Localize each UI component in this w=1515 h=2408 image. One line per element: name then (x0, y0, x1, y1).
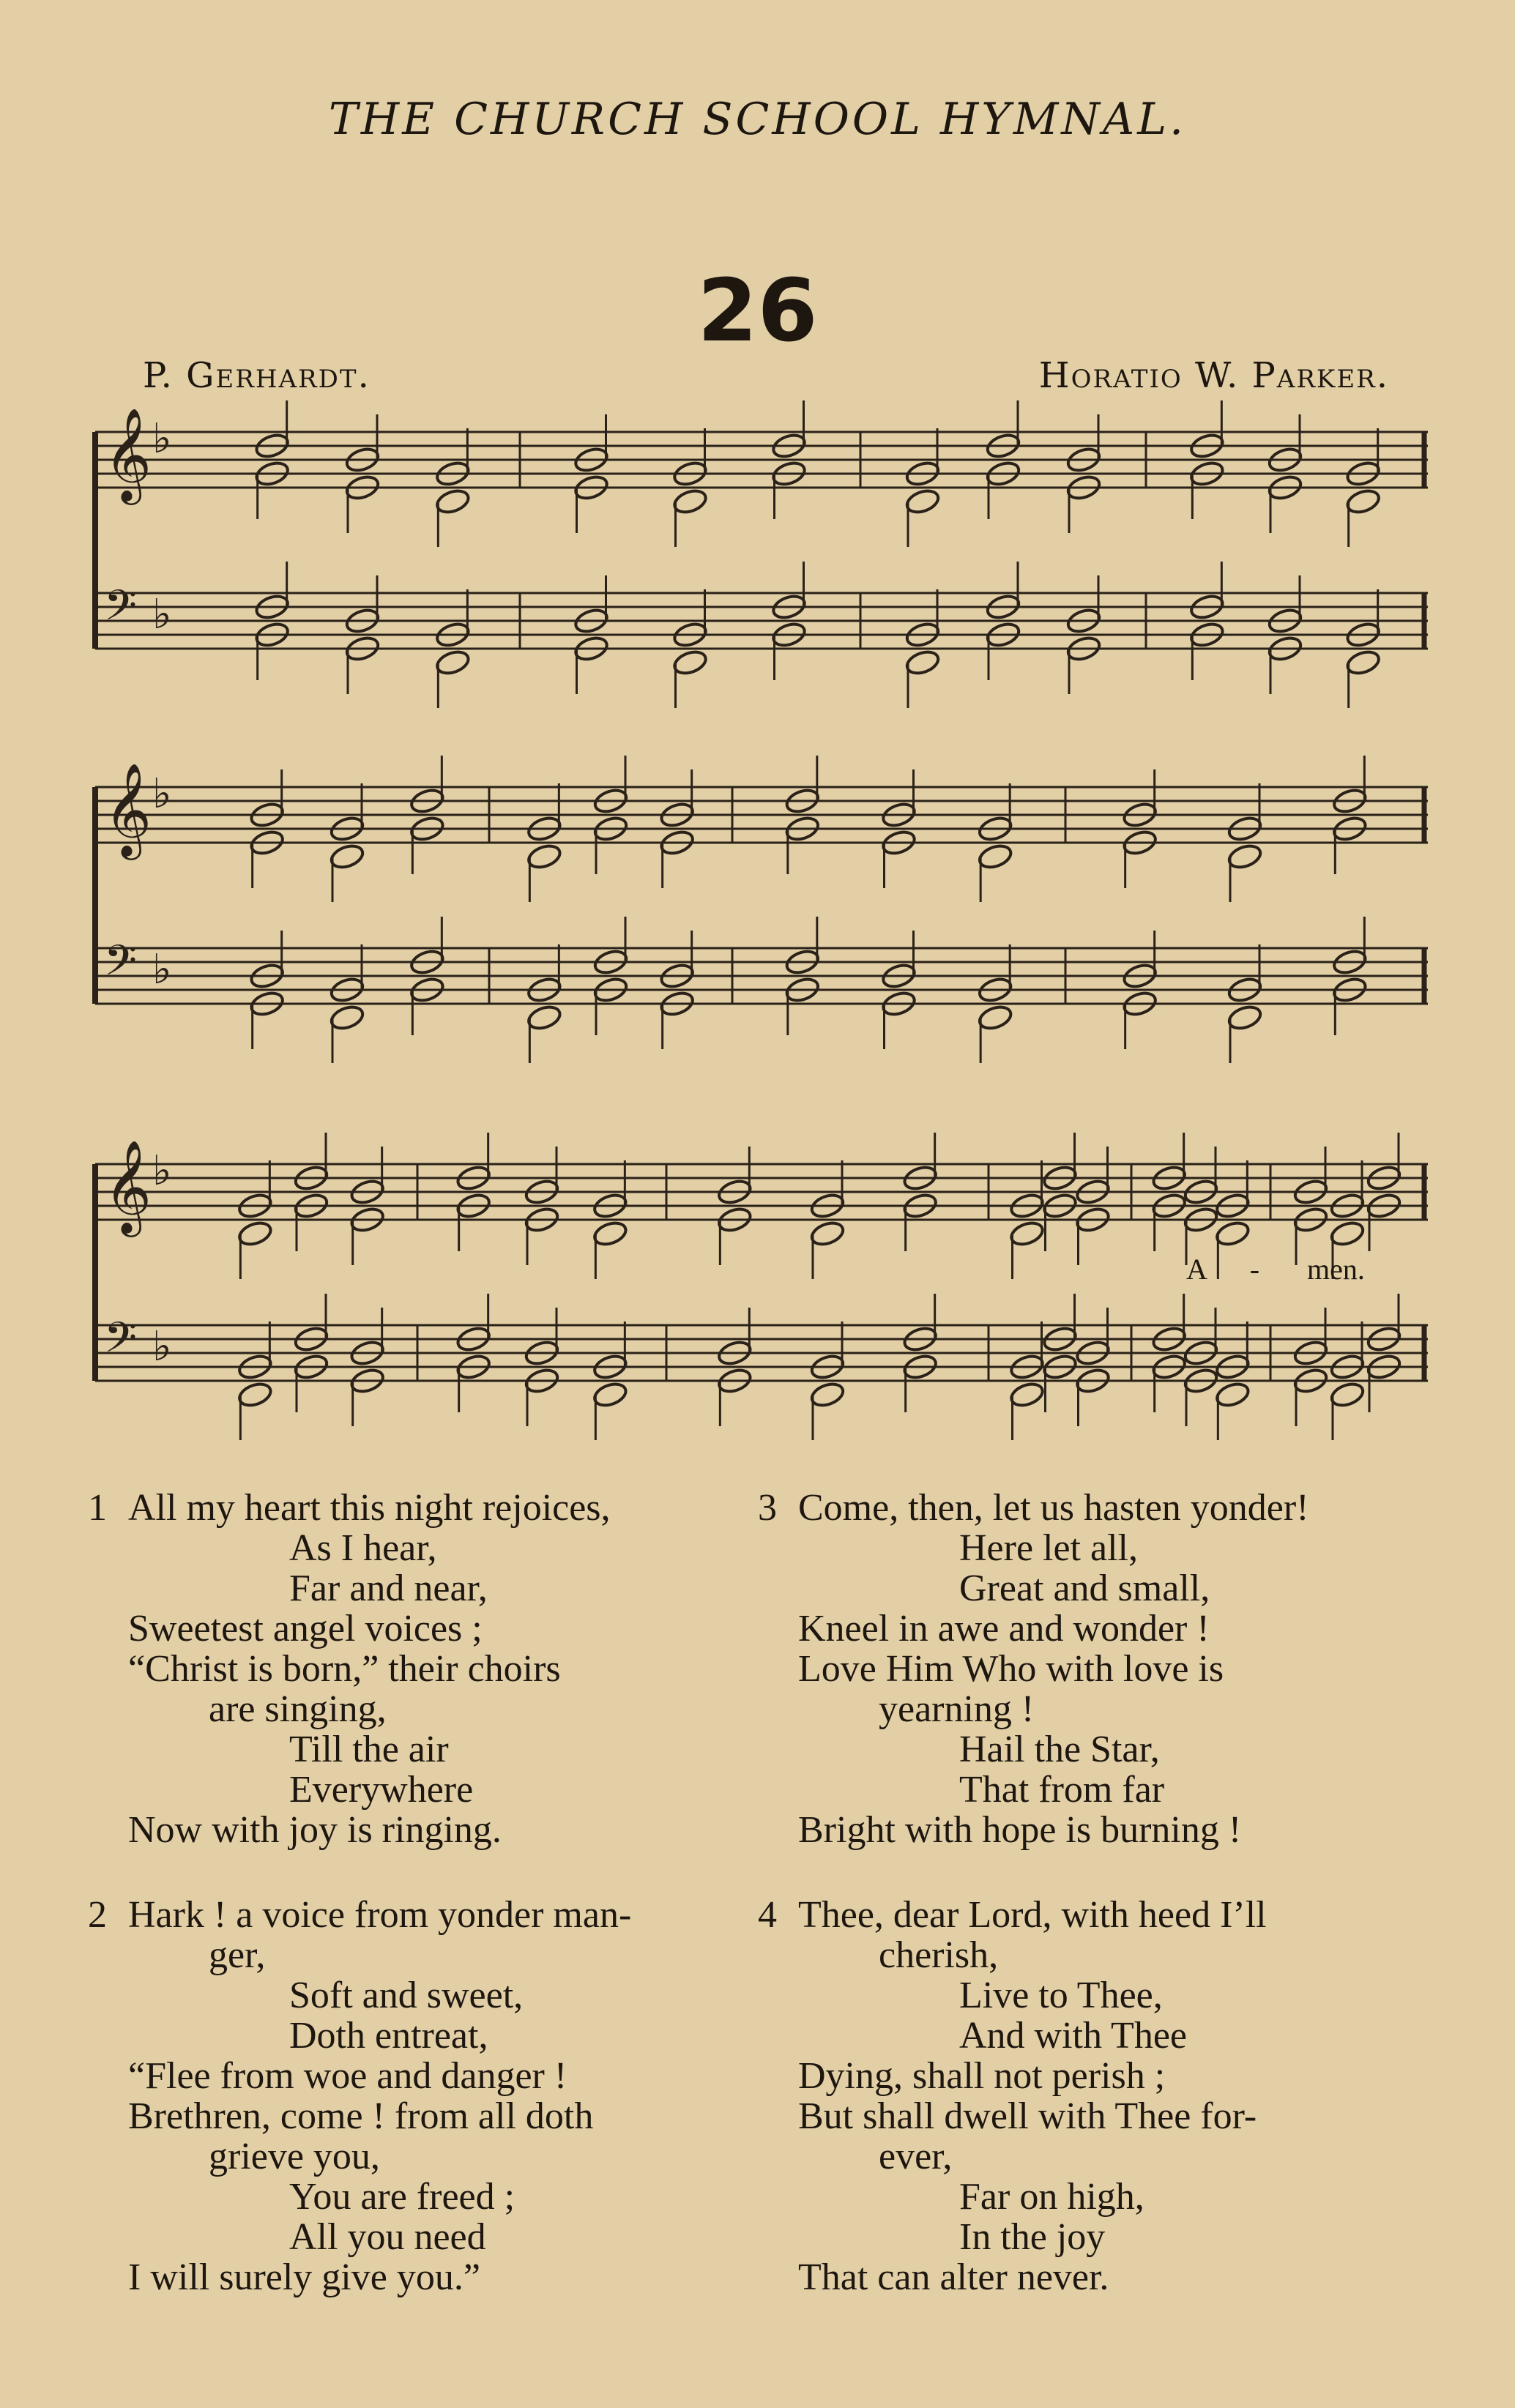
note-head (1008, 1380, 1045, 1409)
note-head (671, 648, 708, 676)
note-head (526, 1003, 562, 1032)
note-head (809, 1380, 846, 1409)
treble-clef-icon: 𝄞 (104, 1139, 152, 1233)
note-head (1329, 1219, 1366, 1248)
flat-sign-icon: ♭ (152, 1323, 172, 1371)
verse-line: “Christ is born,” their choirs (128, 1648, 561, 1690)
verse-line: Great and small, (959, 1568, 1210, 1609)
note-head (1008, 1219, 1045, 1248)
flat-sign-icon: ♭ (152, 1147, 172, 1195)
verse-line: Everywhere (289, 1769, 474, 1811)
verse-line: That can alter never. (798, 2256, 1109, 2298)
verse-line: Live to Thee, (959, 1975, 1163, 2016)
verse-line: In the joy (959, 2216, 1106, 2258)
verse-line: That from far (959, 1769, 1165, 1811)
verse-line: ever, (879, 2136, 953, 2177)
note-head (434, 487, 471, 515)
verse-line: grieve you, (209, 2136, 380, 2177)
bass-clef-icon: 𝄢 (104, 581, 138, 641)
verse-line: You are freed ; (289, 2176, 515, 2218)
verse-line: yearning ! (879, 1688, 1035, 1730)
amen-syllable-dash: - (1249, 1253, 1260, 1286)
verse-number: 1 (88, 1487, 107, 1529)
bass-clef-icon: 𝄢 (104, 1313, 138, 1373)
verse-line: But shall dwell with Thee for- (798, 2095, 1257, 2137)
note-head (592, 1380, 628, 1409)
verse-line: Hark ! a voice from yonder man- (128, 1894, 632, 1936)
verse-line: Now with joy is ringing. (128, 1809, 502, 1851)
hymn-number: 26 (697, 260, 818, 361)
verse-line: As I hear, (289, 1527, 437, 1569)
note-head (329, 842, 365, 871)
verse-1 (88, 1487, 611, 1851)
note-head (434, 648, 471, 676)
verse-number: 3 (758, 1487, 777, 1529)
verse-number: 4 (758, 1894, 777, 1936)
note-head (1226, 1003, 1263, 1032)
note-head (904, 487, 941, 515)
note-head (1214, 1219, 1251, 1248)
verse-line: Far and near, (289, 1568, 488, 1609)
verse-line: Till the air (289, 1729, 449, 1770)
note-head (237, 1219, 273, 1248)
verse-line: Soft and sweet, (289, 1975, 524, 2016)
verse-line: Hail the Star, (959, 1729, 1160, 1770)
verse-line: Dying, shall not perish ; (798, 2055, 1166, 2097)
flat-sign-icon: ♭ (152, 770, 172, 818)
verse-line: And with Thee (959, 2015, 1187, 2057)
note-head (592, 1219, 628, 1248)
note-head (904, 648, 941, 676)
note-head (671, 487, 708, 515)
verse-4 (758, 1894, 1267, 2298)
verse-line: Love Him Who with love is (798, 1648, 1224, 1690)
note-head (329, 1003, 365, 1032)
verse-line: I will surely give you.” (128, 2256, 480, 2298)
note-head (237, 1380, 273, 1409)
verse-line: ger, (209, 1934, 266, 1976)
amen-syllable-men: men. (1307, 1253, 1365, 1286)
amen-lyrics (1186, 1252, 1365, 1286)
verse-line: Brethren, come ! from all doth (128, 2095, 594, 2137)
note-head (1214, 1380, 1251, 1409)
verse-3 (758, 1487, 1309, 1851)
verse-line: Come, then, let us hasten yonder! (798, 1487, 1309, 1529)
flat-sign-icon: ♭ (152, 415, 172, 463)
verse-line: Thee, dear Lord, with heed I’ll (798, 1894, 1267, 1936)
verse-line: Kneel in awe and wonder ! (798, 1608, 1210, 1650)
verse-2 (88, 1894, 632, 2298)
verse-line: Here let all, (959, 1527, 1138, 1569)
verse-line: “Flee from woe and danger ! (128, 2055, 567, 2097)
note-head (977, 1003, 1013, 1032)
note-head (1345, 487, 1382, 515)
note-head (809, 1219, 846, 1248)
composer-credit: Horatio W. Parker. (1038, 355, 1389, 396)
flat-sign-icon: ♭ (152, 591, 172, 638)
verse-line: Doth entreat, (289, 2015, 488, 2057)
verse-line: Sweetest angel voices ; (128, 1608, 483, 1650)
note-head (977, 842, 1013, 871)
running-title: THE CHURCH SCHOOL HYMNAL. (328, 94, 1187, 145)
verse-number: 2 (88, 1894, 107, 1936)
note-head (1345, 648, 1382, 676)
verse-line: Far on high, (959, 2176, 1144, 2218)
amen-syllable-a: A (1186, 1253, 1206, 1286)
note-head (1329, 1380, 1366, 1409)
verse-line: Bright with hope is burning ! (798, 1809, 1242, 1851)
note-head (1226, 842, 1263, 871)
verse-line: All my heart this night rejoices, (128, 1487, 611, 1529)
flat-sign-icon: ♭ (152, 946, 172, 994)
treble-clef-icon: 𝄞 (104, 407, 152, 501)
note-head (526, 842, 562, 871)
bass-clef-icon: 𝄢 (104, 936, 138, 996)
verse-line: are singing, (209, 1688, 387, 1730)
verse-line: cherish, (879, 1934, 999, 1976)
verse-line: All you need (289, 2216, 486, 2258)
author-credit: P. Gerhardt. (143, 355, 371, 396)
treble-clef-icon: 𝄞 (104, 762, 152, 856)
